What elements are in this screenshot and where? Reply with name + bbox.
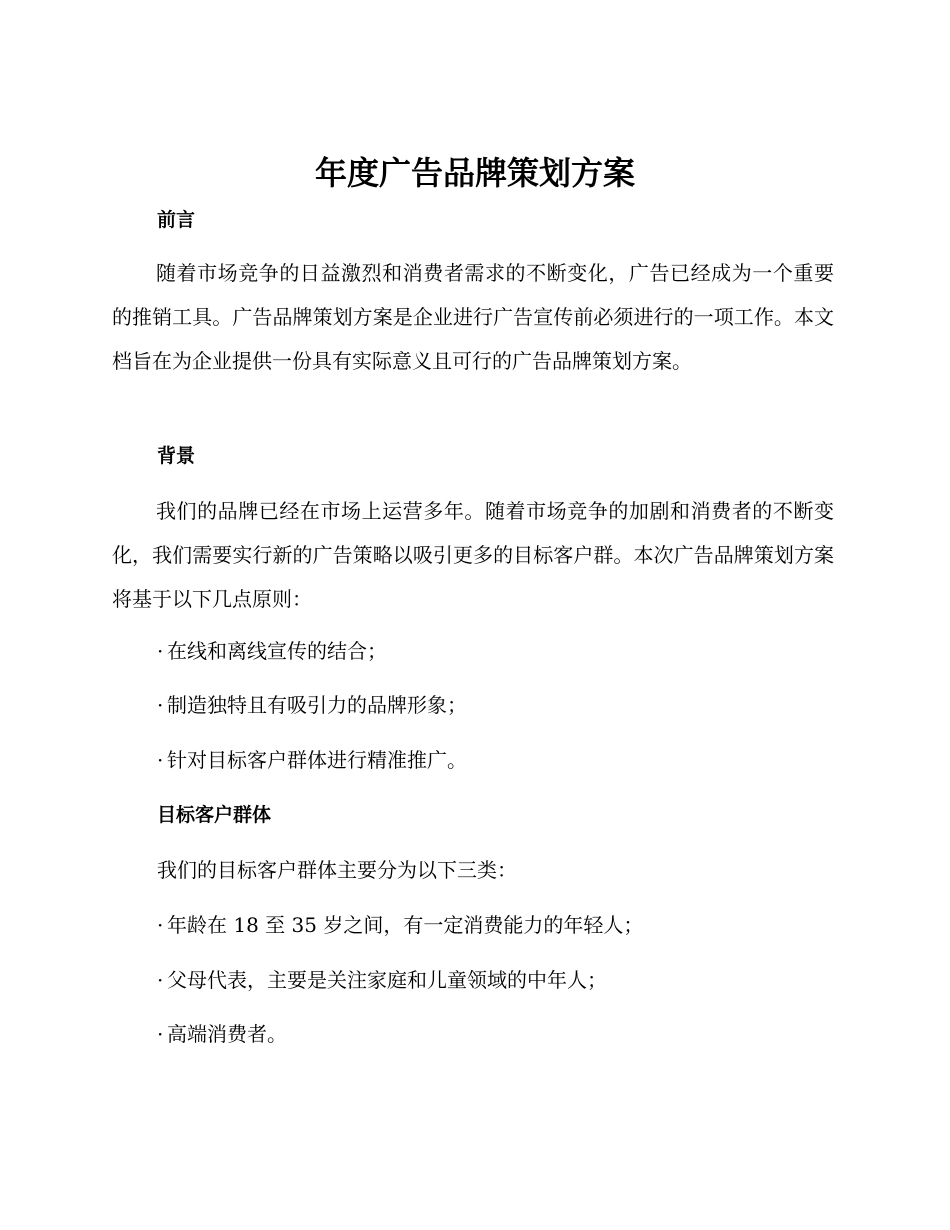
list-item-text: 制造独特且有吸引力的品牌形象；: [167, 693, 467, 717]
list-item: [157, 966, 607, 994]
list-item-text: 父母代表，主要是关注家庭和儿童领域的中年人；: [167, 968, 607, 992]
section-heading-preface: 前言: [157, 209, 196, 231]
bullet-icon: ·: [157, 913, 164, 937]
bullet-icon: ·: [157, 639, 164, 663]
section-heading-background: 背景: [157, 445, 196, 467]
list-item: [157, 691, 467, 719]
bullet-icon: ·: [157, 693, 164, 717]
target-intro: 我们的目标客户群体主要分为以下三类：: [157, 858, 517, 882]
list-item-text: 年龄在 18 至 35 岁之间，有一定消费能力的年轻人；: [167, 913, 644, 937]
list-item: [157, 637, 387, 665]
list-item: [157, 911, 643, 939]
list-item-text: 针对目标客户群体进行精准推广。: [167, 748, 467, 772]
section-heading-target: 目标客户群体: [157, 804, 272, 826]
list-item: [157, 746, 467, 774]
bullet-icon: ·: [157, 748, 164, 772]
background-paragraph: 我们的品牌已经在市场上运营多年。随着市场竞争的加剧和消费者的不断变化，我们需要实行新的广告策略以吸引更多的目标客户群。本次广告品牌策划方案将基于以下几点原则：: [112, 499, 834, 611]
list-item: [157, 1020, 287, 1048]
list-item-text: 在线和离线宣传的结合；: [167, 639, 387, 663]
bullet-icon: ·: [157, 1022, 164, 1046]
bullet-icon: ·: [157, 968, 164, 992]
list-item-text: 高端消费者。: [167, 1022, 287, 1046]
preface-paragraph: 随着市场竞争的日益激烈和消费者需求的不断变化，广告已经成为一个重要的推销工具。广告品牌策划方案是企业进行广告宣传前必须进行的一项工作。本文档旨在为企业提供一份具有实际意义且可行的广告品牌策划方案。: [112, 261, 834, 373]
document-title: 年度广告品牌策划方案: [314, 154, 635, 192]
